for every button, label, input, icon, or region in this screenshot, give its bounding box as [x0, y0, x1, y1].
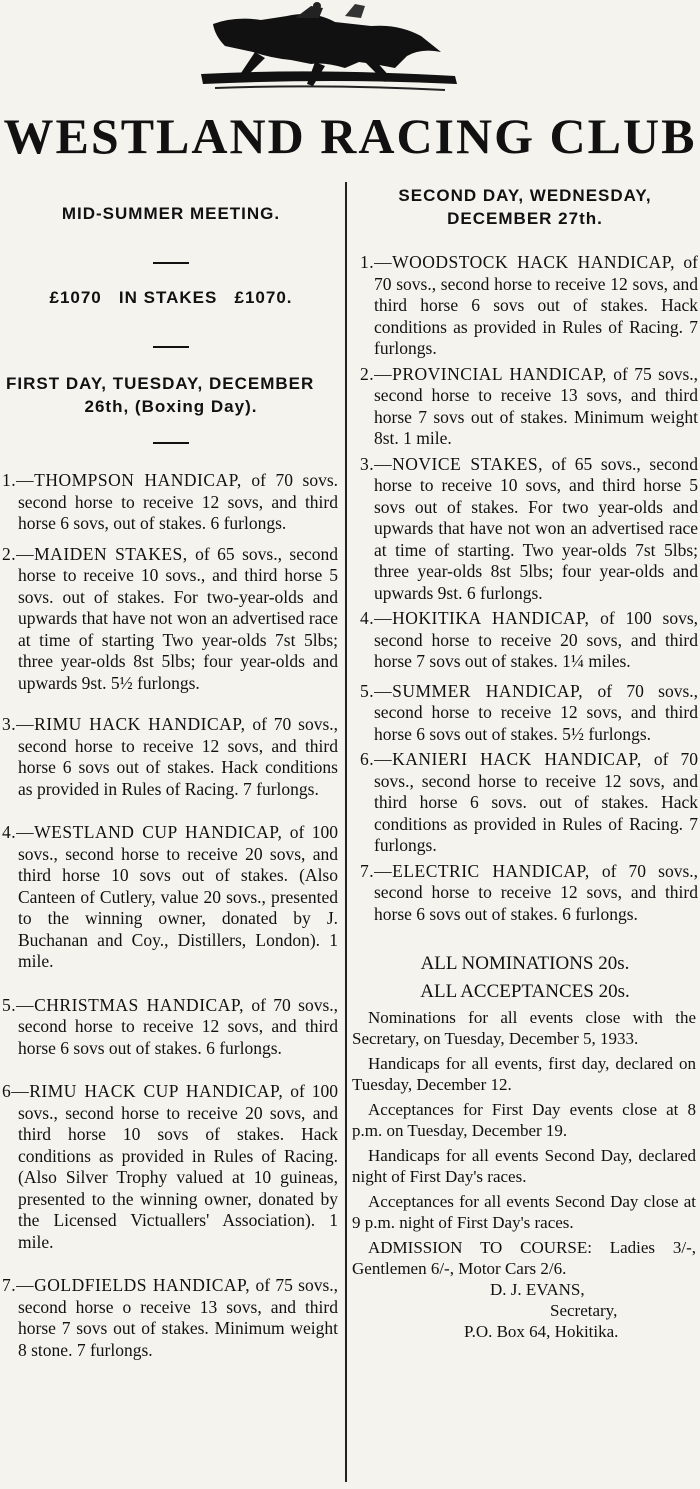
club-title: WESTLAND RACING CLUB	[3, 108, 697, 164]
first-day-race-4	[0, 822, 342, 973]
race-text: of 70 sovs., second horse to receive 12 sovs, and third horse 6 sovs out of stakes. 6 furlongs.	[374, 860, 699, 924]
race-title: 4.—WESTLAND CUP HANDICAP,	[2, 822, 283, 842]
secretary-role: Secretary,	[550, 1301, 618, 1320]
race-title: 3.—NOVICE STAKES,	[360, 453, 543, 474]
race-text: of 70 sovs., second horse to receive 12 sovs, and third horse 6 sovs out of stakes. 6 furlongs.	[18, 994, 339, 1058]
race-title: 1.—WOODSTOCK HACK HANDICAP,	[360, 252, 675, 272]
race-title: 5.—SUMMER HANDICAP,	[360, 680, 584, 701]
race-text: of 75 sovs., second horse o receive 13 sovs, and third horse 7 sovs out of stakes. Minimum weight 8 stone. 7 furlongs.	[18, 1275, 339, 1360]
nominations-fee: ALL NOMINATIONS 20s.	[420, 953, 630, 974]
secretary-name: D. J. EVANS,	[490, 1280, 585, 1299]
acceptances-first-day-paragraph: Acceptances for First Day events close at 8 p.m. on Tuesday, December 19.	[352, 1100, 696, 1140]
second-day-heading-sub: DECEMBER 27th.	[447, 209, 603, 228]
divider	[153, 442, 189, 444]
second-day-race-5	[350, 681, 700, 746]
stakes-line: £1070 IN STAKES £1070.	[49, 288, 293, 307]
race-text: of 70 sovs., second horse to receive 12 sovs, and third horse 6 sovs out of stakes. 5½ furlongs.	[374, 680, 699, 744]
race-title: 6.—KANIERI HACK HANDICAP,	[360, 749, 642, 769]
race-title: 6—RIMU HACK CUP HANDICAP,	[2, 1081, 284, 1101]
meeting-title: MID-SUMMER MEETING.	[61, 204, 281, 223]
second-day-race-7	[350, 861, 700, 926]
nominations-paragraph: Nominations for all events close with the Secretary, on Tuesday, December 5, 1933.	[352, 1008, 696, 1048]
race-text: of 70 sovs. second horse to receive 12 sovs, and third horse 6 sovs, out of stakes. 6 furlongs.	[18, 470, 339, 533]
race-text: of 75 sovs., second horse to receive 13 sovs, and third horse 7 sovs out of stakes. Minimum weight 8st. 1 mile.	[374, 363, 699, 448]
second-day-heading: SECOND DAY, WEDNESDAY,	[398, 186, 652, 205]
race-text: of 65 sovs., second horse to receive 10 sovs, and third horse 5 sovs out of stakes. For two year-olds and upwards that have not won an advertised race at time of starting. Two year-olds 7st 5lbs; three year-olds 8st 5lbs; four year-olds and upwards 9st. 6 furlongs.	[374, 453, 698, 603]
race-title: 5.—CHRISTMAS HANDICAP,	[2, 994, 244, 1015]
second-day-race-3	[350, 454, 700, 605]
race-text: of 100 sovs., second horse to receive 20 sovs, and third horse 10 sovs of stakes. Hack conditions as provided in Rules of Racing. (Also Silver Trophy valued at 10 guineas, presented to the winning owner, donated by the Licensed Victuallers' Association). 1 mile.	[18, 1081, 339, 1252]
race-title: 7.—GOLDFIELDS HANDICAP,	[2, 1275, 251, 1295]
first-day-race-3	[0, 714, 342, 800]
race-title: 2.—PROVINCIAL HANDICAP,	[360, 363, 607, 384]
first-day-column	[0, 178, 342, 1361]
race-text: of 70 sovs., second horse to receive 12 sovs, and third horse 6 sovs. out of stakes. Hack conditions as provided in Rules of Racing. 7 furlongs.	[374, 749, 699, 855]
race-title: 4.—HOKITIKA HANDICAP,	[360, 608, 590, 628]
first-day-race-1	[0, 470, 342, 535]
race-title: 7.—ELECTRIC HANDICAP,	[360, 860, 590, 881]
first-day-heading: FIRST DAY, TUESDAY, DECEMBER	[6, 374, 315, 393]
race-text: of 100 sovs, second horse to receive 20 sovs, and third horse 7 sovs out of stakes. 1¼ miles.	[374, 608, 699, 671]
secretary-address: P.O. Box 64, Hokitika.	[464, 1322, 619, 1341]
acceptances-second-day-paragraph: Acceptances for all events Second Day close at 9 p.m. night of First Day's races.	[352, 1192, 696, 1232]
acceptances-fee: ALL ACCEPTANCES 20s.	[420, 981, 630, 1002]
handicaps-first-day-paragraph: Handicaps for all events, first day, declared on Tuesday, December 12.	[352, 1054, 696, 1094]
first-day-race-2	[0, 544, 342, 695]
admission-paragraph: ADMISSION TO COURSE: Ladies 3/-, Gentlemen 6/-, Motor Cars 2/6.	[352, 1238, 696, 1278]
first-day-race-7	[0, 1275, 342, 1361]
race-title: 2.—MAIDEN STAKES,	[2, 543, 188, 564]
second-day-race-2	[350, 364, 700, 450]
second-day-race-6	[350, 749, 700, 857]
first-day-heading-sub: 26th, (Boxing Day).	[84, 397, 258, 416]
handicaps-second-day-paragraph: Handicaps for all events Second Day, declared night of First Day's races.	[352, 1146, 696, 1186]
race-text: of 70 sovs., second horse to receive 12 sovs, and third horse 6 sovs out of stakes. Hack conditions as provided in Rules of Racing. 7 furlongs.	[18, 714, 338, 799]
race-text: of 65 sovs., second horse to receive 10 sovs., and third horse 5 sovs. out of stakes. For two-year-olds and upwards that have not won an advertised race at time of starting Two year-olds 7st 5lbs; three year-olds 8st 5lbs; four year-olds and upwards 9st. 5½ furlongs.	[18, 543, 339, 693]
second-day-column	[350, 178, 700, 1342]
second-day-race-4	[350, 608, 700, 673]
racehorse-logo	[195, 2, 465, 98]
race-text: of 70 sovs., second horse to receive 12 sovs, and third horse 6 sovs out of stakes. Hack conditions as provided in Rules of Racing. 7 furlongs.	[374, 252, 698, 358]
column-divider	[345, 182, 347, 1482]
divider	[153, 262, 189, 264]
first-day-race-5	[0, 995, 342, 1060]
second-day-race-1	[350, 252, 700, 360]
race-title: 3.—RIMU HACK HANDICAP,	[2, 714, 246, 734]
race-title: 1.—THOMPSON HANDICAP,	[2, 470, 242, 490]
race-text: of 100 sovs., second horse to receive 20 sovs, and third horse 10 sovs out of stakes. (Also Canteen of Cutlery, value 20 sovs., presented to the winning owner, donated by J. Buchanan and Coy., Distillers, London). 1 mile.	[18, 822, 338, 971]
first-day-race-6	[0, 1081, 342, 1253]
divider	[153, 346, 189, 348]
